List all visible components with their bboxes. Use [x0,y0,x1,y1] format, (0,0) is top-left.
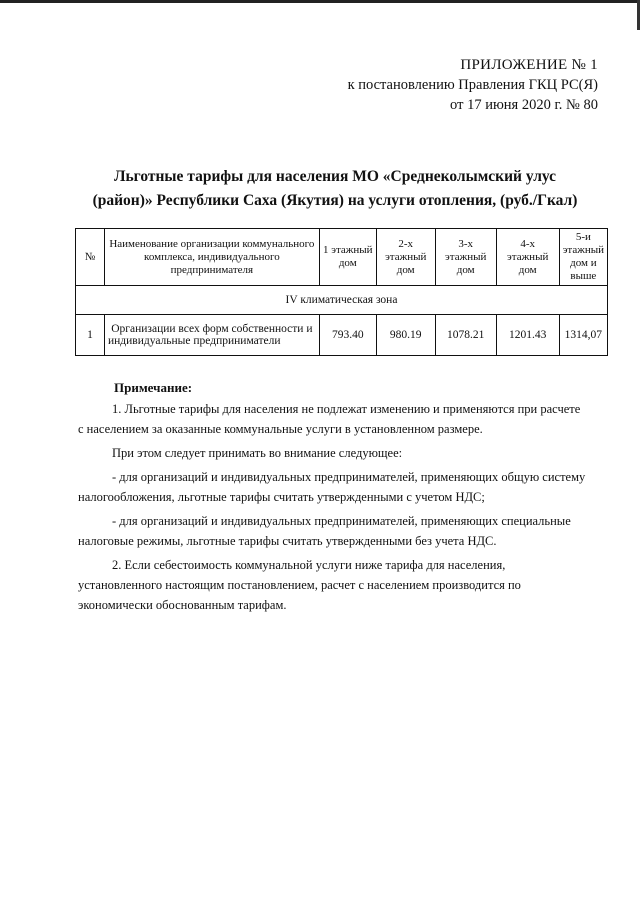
appendix-resolution: к постановлению Правления ГКЦ РС(Я) [347,77,598,93]
header-number: № [76,229,105,286]
document-title-line-2: (район)» Республики Саха (Якутия) на услуги отопления, (руб./Гкал) [92,192,578,209]
row-number: 1 [76,315,105,356]
note-special-tax [78,511,600,551]
note-2-line-3: экономически обоснованным тарифам. [78,598,287,612]
row-tariff-floor-4: 1201.43 [496,315,559,356]
header-floor-2: 2-х этажный дом [376,229,435,286]
note-intro-line: При этом следует принимать во внимание следующее: [112,446,403,460]
table-row [76,315,608,356]
header-floor-4: 4-х этажный дом [496,229,559,286]
appendix-block [348,55,598,115]
tariff-table [75,228,608,356]
row-tariff-floor-5: 1314,07 [559,315,607,356]
scan-edge-top [0,0,640,3]
note-general-tax [78,467,600,507]
header-floor-3: 3-х этажный дом [435,229,496,286]
note-1-line-1: 1. Льготные тарифы для населения не подлежат изменению и применяются при расчете [112,402,581,416]
climate-zone-label: IV климатическая зона [76,286,608,315]
header-organization: Наименование организации коммунального комплекса, индивидуального предпринимателя [104,229,319,286]
note-1-line-2: с населением за оказанные коммунальные услуги в установленном размере. [78,422,483,436]
note-2-line-1: 2. Если себестоимость коммунальной услуги ниже тарифа для населения, [112,558,506,572]
row-tariff-floor-3: 1078.21 [435,315,496,356]
note-2 [78,555,600,615]
notes-header: Примечание: [114,380,193,395]
header-floor-1: 1 этажный дом [319,229,376,286]
row-tariff-floor-1: 793.40 [319,315,376,356]
note-1 [78,399,600,439]
row-tariff-floor-2: 980.19 [376,315,435,356]
note-general-tax-line-1: - для организаций и индивидуальных предпринимателей, применяющих общую систему [112,470,586,484]
appendix-date: от 17 июня 2020 г. № 80 [450,97,598,113]
note-intro [112,443,600,463]
document-title-line-1: Льготные тарифы для населения МО «Среднеколымский улус [113,168,557,185]
appendix-title: ПРИЛОЖЕНИЕ № 1 [460,57,598,73]
note-special-tax-line-2: налоговые режимы, льготные тарифы считать утвержденными без учета НДС. [78,534,497,548]
table-header-row [76,229,608,286]
note-special-tax-line-1: - для организаций и индивидуальных предпринимателей, применяющих специальные [112,514,571,528]
row-organization: Организации всех форм собственности и индивидуальные предприниматели [104,315,319,356]
climate-zone-row [76,286,608,315]
note-2-line-2: установленного настоящим постановлением, расчет с населением производится по [78,578,521,592]
header-floor-5: 5-и этажный дом и выше [559,229,607,286]
notes-section [78,378,600,619]
document-title [70,165,600,213]
note-general-tax-line-2: налогообложения, льготные тарифы считать утвержденными с учетом НДС; [78,490,485,504]
